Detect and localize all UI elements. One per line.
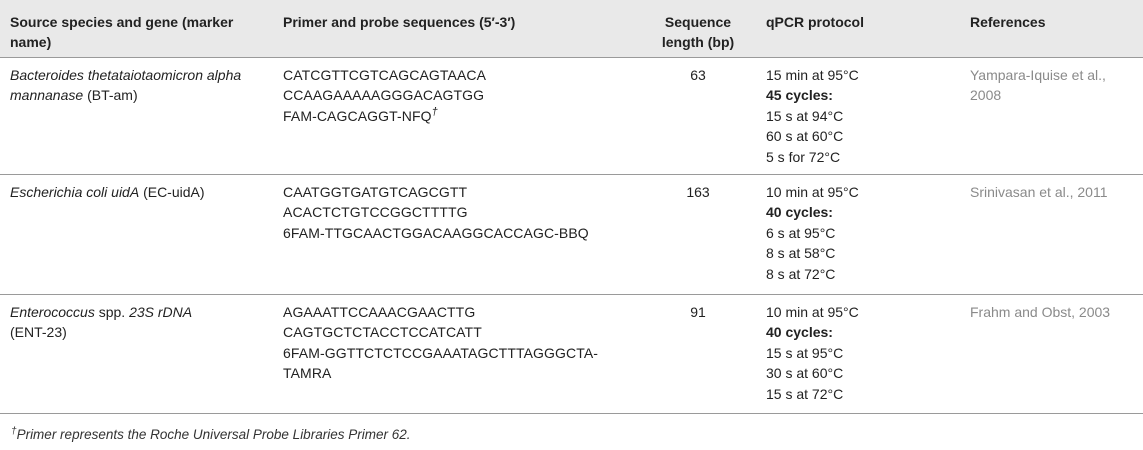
header-source: Source species and gene (marker name) [10,14,234,50]
table-row [0,174,1143,294]
footnote-mark: † [431,105,438,118]
protocol-initial: 15 min at 95°C [766,66,859,83]
protocol-cycles: 45 cycles: [766,87,833,103]
probe-text: FAM-CAGCAGGT-NFQ [283,107,432,124]
protocol-step: 8 s at 72°C [766,265,836,282]
species-name: Bacteroides thetataiotaomicron alpha mannanase [10,66,242,103]
sequence-cell [273,57,640,174]
primer-reverse: ACACTCTGTCCGGCTTTTG [283,204,468,220]
probe-sequence: 6FAM-TTGCAACTGGACAAGGCACCAGC-BBQ [283,224,589,241]
source-cell [0,174,273,294]
reference-cell: Yampara-Iquise et al., 2008 [970,66,1106,103]
reference-cell: Srinivasan et al., 2011 [970,183,1108,200]
header-length: Sequence length (bp) [661,14,735,50]
protocol-cell [756,57,960,174]
header-protocol: qPCR protocol [766,14,864,30]
table-header [0,0,1143,57]
marker-name: (EC-uidA) [143,183,205,200]
marker-name: (BT-am) [87,87,138,103]
protocol-step: 60 s at 60°C [766,128,844,144]
length-cell: 91 [690,303,706,320]
marker-name: (ENT-23) [10,324,67,340]
protocol-step: 8 s at 58°C [766,245,836,261]
probe-sequence [283,106,630,127]
protocol-step: 15 s at 94°C [766,107,844,124]
table-row [0,57,1143,174]
protocol-initial: 10 min at 95°C [766,303,859,320]
protocol-cell [756,174,960,294]
protocol-cycles: 40 cycles: [766,324,833,340]
protocol-step: 6 s at 95°C [766,224,836,241]
header-row [0,0,1143,57]
length-cell: 163 [686,183,710,200]
primer-forward: CAATGGTGATGTCAGCGTT [283,183,468,200]
table-footnote [11,427,410,442]
primer-forward: AGAAATTCCAAACGAACTTG [283,303,476,320]
header-references: References [970,14,1046,30]
footnote-text: Primer represents the Roche Universal Probe Libraries Primer 62. [16,427,411,442]
protocol-step: 5 s for 72°C [766,148,841,165]
protocol-step: 15 s at 72°C [766,385,844,402]
species-name: Escherichia coli uidA [10,183,140,200]
protocol-step: 15 s at 95°C [766,344,844,361]
primer-reverse: CCAAGAAAAAGGGACAGTGG [283,87,485,103]
species-qualifier: spp. [98,303,126,320]
source-cell [0,57,273,174]
sequence-cell [273,174,640,294]
primer-reverse: CAGTGCTCTACCTCCATCATT [283,324,482,340]
protocol-initial: 10 min at 95°C [766,183,859,200]
source-cell [0,294,273,413]
probe-sequence-cont: TAMRA [283,365,332,381]
header-sequences: Primer and probe sequences (5′-3′) [283,14,516,30]
probe-sequence: 6FAM-GGTTCTCTCCGAAATAGCTTTAGGGCTA- [283,344,599,361]
table-row [0,294,1143,413]
reference-cell: Frahm and Obst, 2003 [970,303,1111,320]
species-name: Enterococcus [10,303,95,320]
primer-forward: CATCGTTCGTCAGCAGTAACA [283,66,487,83]
protocol-step: 30 s at 60°C [766,365,844,381]
footnote-dagger: † [11,426,17,437]
sequence-cell [273,294,640,413]
protocol-cycles: 40 cycles: [766,204,833,220]
length-cell: 63 [690,66,706,83]
protocol-cell [756,294,960,413]
gene-name: 23S rDNA [129,303,193,320]
